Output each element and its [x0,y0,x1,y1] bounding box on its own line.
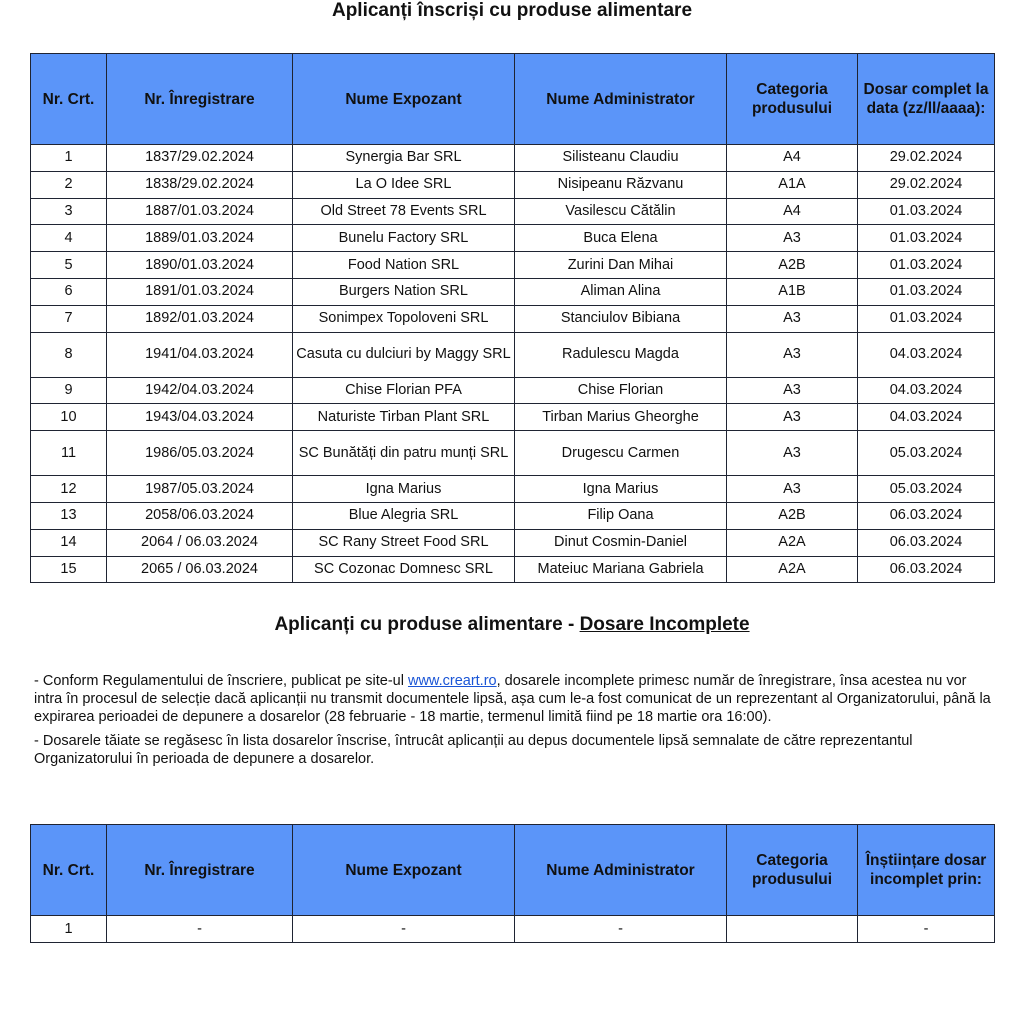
cell-nr-crt: 1 [31,916,107,943]
cell-dosar-complet: 01.03.2024 [858,278,995,305]
table-header-row [31,54,995,145]
note-struck-files: - Dosarele tăiate se regăsesc în lista dosarelor înscrise, întrucât aplicanții au depus documentele lipsă semnalate de către reprezentantul Organizatorului în perioada de depunere a dosarelor. [34,733,913,767]
section-title-underlined: Dosare Incomplete [579,614,750,635]
cell-dosar-complet: 04.03.2024 [858,332,995,377]
cell-categoria: A3 [727,476,858,503]
cell-categoria: A1B [727,278,858,305]
incomplete-files-table [30,824,995,943]
cell-dosar-complet: 06.03.2024 [858,556,995,583]
cell-nume-administrator: Aliman Alina [515,278,727,305]
cell-dosar-complet: 05.03.2024 [858,476,995,503]
cell-nr-crt: 1 [31,145,107,172]
note-regulation-text-end: , dosarele incomplete primesc număr de înregistrare, însa acestea nu vor intra în procesul de selecție dacă aplicanții nu transmit documentele lipsă, așa cum le-a fost comunicat de un reprezentant al Organizatorului, până la expirarea perioadei de depunere a dosarelor (28 februarie - 18 martie, termenul limită fiind pe 18 martie ora 16:00). [34,673,991,725]
table-row [31,404,995,431]
table-row [31,278,995,305]
cell-nr-inregistrare: 1891/01.03.2024 [107,278,293,305]
cell-dosar-complet: 06.03.2024 [858,502,995,529]
cell-nr-crt: 14 [31,529,107,556]
cell-categoria: A4 [727,198,858,225]
cell-nume-administrator: Stanciulov Bibiana [515,305,727,332]
cell-nr-crt: 6 [31,278,107,305]
cell-nume-expozant: Burgers Nation SRL [293,278,515,305]
cell-dosar-complet: 29.02.2024 [858,145,995,172]
cell-nume-expozant: Naturiste Tirban Plant SRL [293,404,515,431]
cell-nume-expozant: Igna Marius [293,476,515,503]
cell-nume-administrator: Igna Marius [515,476,727,503]
cell-nume-administrator: Zurini Dan Mihai [515,252,727,279]
cell-nume-administrator: Silisteanu Claudiu [515,145,727,172]
table-header-row [31,825,995,916]
cell-dosar-complet: 01.03.2024 [858,305,995,332]
column-header-nume-expozant: Nume Expozant [293,825,515,916]
note-regulation [34,672,994,726]
cell-nume-expozant: SC Rany Street Food SRL [293,529,515,556]
cell-nr-crt: 2 [31,171,107,198]
cell-nume-administrator: - [515,916,727,943]
cell-categoria [727,916,858,943]
cell-nume-administrator: Chise Florian [515,377,727,404]
cell-nume-administrator: Filip Oana [515,502,727,529]
cell-categoria: A3 [727,404,858,431]
cell-nume-administrator: Vasilescu Cătălin [515,198,727,225]
column-header-categoria-produsului: Categoria produsului [727,825,858,916]
cell-nume-expozant: SC Bunătăți din patru munți SRL [293,431,515,476]
cell-categoria: A3 [727,332,858,377]
cell-nr-inregistrare: 1889/01.03.2024 [107,225,293,252]
cell-categoria: A2A [727,529,858,556]
registered-applicants-table [30,53,995,583]
cell-nr-inregistrare: 1942/04.03.2024 [107,377,293,404]
table-row [31,171,995,198]
table-row [31,145,995,172]
cell-nume-expozant: Chise Florian PFA [293,377,515,404]
cell-nume-administrator: Nisipeanu Răzvanu [515,171,727,198]
cell-categoria: A1A [727,171,858,198]
cell-nr-crt: 5 [31,252,107,279]
cell-nr-crt: 10 [31,404,107,431]
cell-nr-inregistrare: 1890/01.03.2024 [107,252,293,279]
cell-nr-crt: 15 [31,556,107,583]
cell-dosar-complet: 29.02.2024 [858,171,995,198]
table-row [31,476,995,503]
cell-nume-administrator: Drugescu Carmen [515,431,727,476]
table-row [31,529,995,556]
notes-block [34,672,994,774]
cell-nr-inregistrare: 2058/06.03.2024 [107,502,293,529]
cell-nr-inregistrare: - [107,916,293,943]
cell-categoria: A3 [727,431,858,476]
column-header-nume-expozant: Nume Expozant [293,54,515,145]
cell-nume-administrator: Tirban Marius Gheorghe [515,404,727,431]
cell-nr-crt: 3 [31,198,107,225]
cell-nume-expozant: Bunelu Factory SRL [293,225,515,252]
cell-nr-inregistrare: 1986/05.03.2024 [107,431,293,476]
note-regulation-text-start: - Conform Regulamentului de înscriere, publicat pe site-ul [34,673,408,689]
column-header-nume-administrator: Nume Administrator [515,54,727,145]
page-title-registered-applicants: Aplicanți înscriși cu produse alimentare [331,0,693,21]
cell-nume-expozant: La O Idee SRL [293,171,515,198]
table-row [31,225,995,252]
cell-categoria: A3 [727,225,858,252]
cell-nume-administrator: Buca Elena [515,225,727,252]
cell-nume-administrator: Dinut Cosmin-Daniel [515,529,727,556]
table-row [31,431,995,476]
table-row [31,556,995,583]
creart-website-link[interactable]: www.creart.ro [407,673,497,689]
cell-nume-administrator: Mateiuc Mariana Gabriela [515,556,727,583]
cell-categoria: A2B [727,252,858,279]
cell-dosar-complet: 04.03.2024 [858,377,995,404]
column-header-categoria-produsului: Categoria produsului [727,54,858,145]
table-row [31,332,995,377]
cell-nr-inregistrare: 1941/04.03.2024 [107,332,293,377]
cell-instiintare: - [858,916,995,943]
cell-nume-expozant: Blue Alegria SRL [293,502,515,529]
column-header-dosar-complet: Dosar complet la data (zz/ll/aaaa): [858,54,995,145]
cell-nume-expozant: SC Cozonac Domnesc SRL [293,556,515,583]
cell-nume-expozant: Old Street 78 Events SRL [293,198,515,225]
cell-nr-inregistrare: 1887/01.03.2024 [107,198,293,225]
column-header-nr-inregistrare: Nr. Înregistrare [107,54,293,145]
cell-nr-crt: 4 [31,225,107,252]
table-row [31,502,995,529]
cell-nume-expozant: Food Nation SRL [293,252,515,279]
cell-categoria: A3 [727,377,858,404]
cell-nume-expozant: Sonimpex Topoloveni SRL [293,305,515,332]
cell-nr-crt: 13 [31,502,107,529]
table-row [31,198,995,225]
cell-categoria: A2B [727,502,858,529]
section-title-incomplete-files [0,614,1024,636]
column-header-nume-administrator: Nume Administrator [515,825,727,916]
cell-nr-inregistrare: 1838/29.02.2024 [107,171,293,198]
cell-dosar-complet: 05.03.2024 [858,431,995,476]
cell-nr-crt: 11 [31,431,107,476]
table-row [31,252,995,279]
cell-categoria: A4 [727,145,858,172]
cell-nr-inregistrare: 1892/01.03.2024 [107,305,293,332]
column-header-instiintare: Înștiințare dosar incomplet prin: [858,825,995,916]
cell-nr-crt: 8 [31,332,107,377]
cell-nume-expozant: - [293,916,515,943]
section-title-prefix: Aplicanți cu produse alimentare - [274,614,580,635]
cell-nr-inregistrare: 2065 / 06.03.2024 [107,556,293,583]
column-header-nr-inregistrare: Nr. Înregistrare [107,825,293,916]
cell-dosar-complet: 06.03.2024 [858,529,995,556]
cell-dosar-complet: 01.03.2024 [858,198,995,225]
cell-dosar-complet: 01.03.2024 [858,252,995,279]
table-row [31,916,995,943]
table-row [31,377,995,404]
cell-nr-crt: 7 [31,305,107,332]
cell-dosar-complet: 04.03.2024 [858,404,995,431]
cell-nr-crt: 12 [31,476,107,503]
cell-nume-expozant: Casuta cu dulciuri by Maggy SRL [293,332,515,377]
column-header-nr-crt: Nr. Crt. [31,54,107,145]
column-header-nr-crt: Nr. Crt. [31,825,107,916]
cell-nr-inregistrare: 1943/04.03.2024 [107,404,293,431]
cell-categoria: A3 [727,305,858,332]
cell-nr-inregistrare: 2064 / 06.03.2024 [107,529,293,556]
cell-nr-crt: 9 [31,377,107,404]
cell-dosar-complet: 01.03.2024 [858,225,995,252]
cell-nr-inregistrare: 1987/05.03.2024 [107,476,293,503]
cell-nr-inregistrare: 1837/29.02.2024 [107,145,293,172]
cell-categoria: A2A [727,556,858,583]
cell-nume-administrator: Radulescu Magda [515,332,727,377]
cell-nume-expozant: Synergia Bar SRL [293,145,515,172]
table-row [31,305,995,332]
